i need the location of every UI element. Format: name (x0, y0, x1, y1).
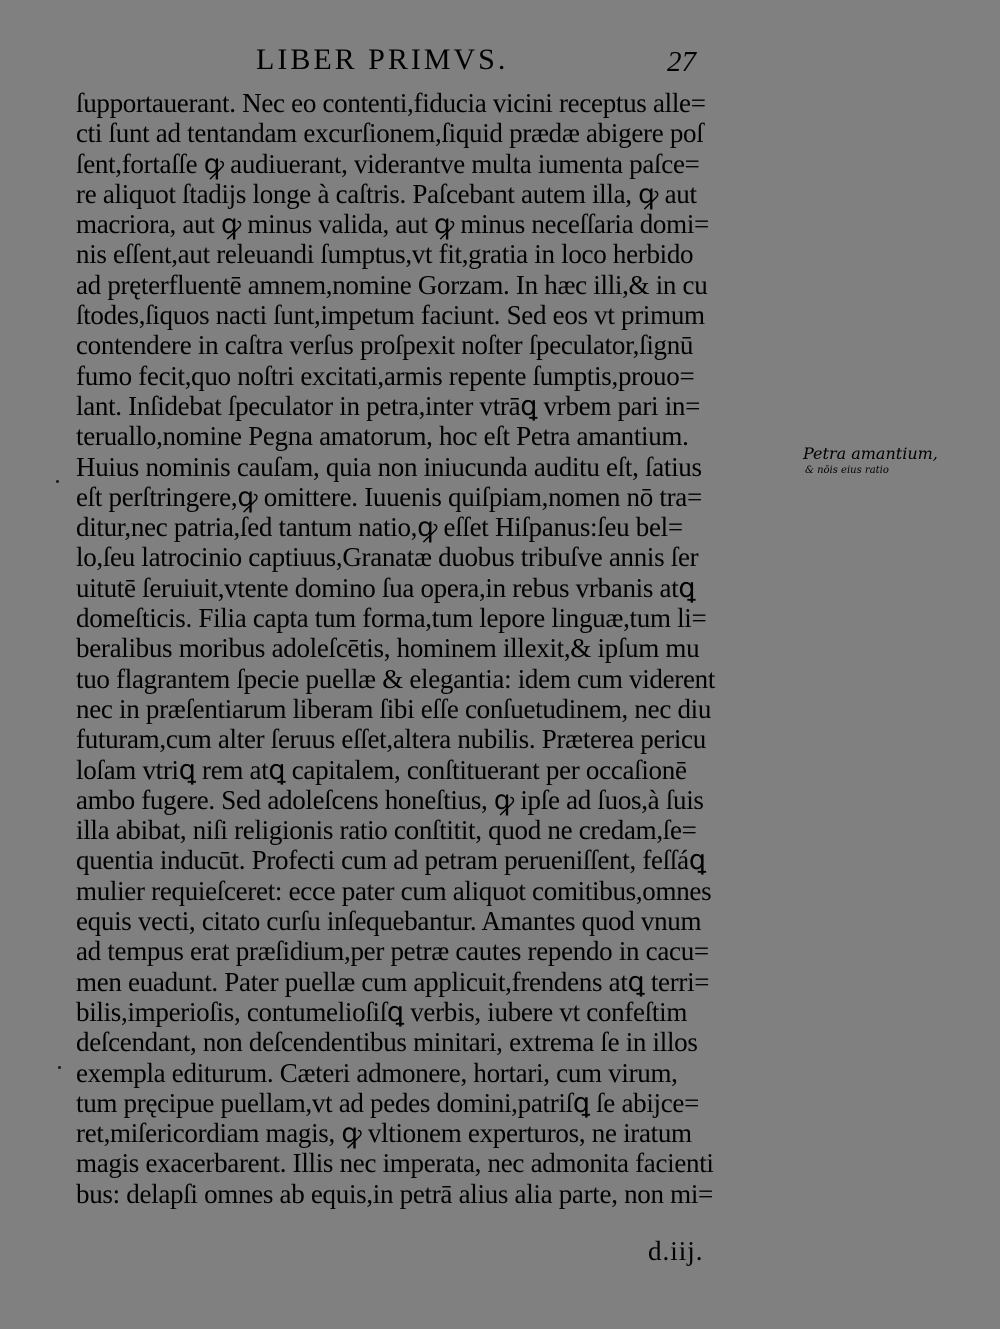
margin-note (803, 444, 998, 478)
text-line: loſam vtriꝗ rem atꝗ capitalem, conſtituerant per occaſionē (76, 754, 687, 785)
text-line: illa abibat, niſi religionis ratio conſtitit, quod ne credam,ſe= (76, 815, 697, 846)
body-text-block (76, 88, 800, 1209)
page-number: 27 (667, 46, 696, 78)
text-line: teruallo,nomine Pegna amatorum, hoc eſt Petra amantium. (76, 421, 689, 452)
text-line: nec in præſentiarum liberam ſibi eſſe conſuetudinem, nec diu (76, 693, 712, 724)
signature-mark: d.iij. (648, 1236, 704, 1266)
text-line: bus: delapſi omnes ab equis,in petrā alius alia parte, non mi= (76, 1178, 713, 1209)
text-line: ambo fugere. Sed adoleſcens honeſtius, ꝙ ipſe ad ſuos,à ſuis (76, 784, 704, 815)
text-line: lo,ſeu latrocinio captiuus,Granatæ duobus tribuſve annis ſer (76, 542, 699, 573)
text-line: mulier requieſceret: ecce pater cum aliquot comitibus,omnes (76, 875, 712, 906)
margin-note-line: Petra amantium, (803, 444, 938, 463)
text-line: futuram,cum alter ſeruus eſſet,altera nubilis. Præterea pericu (76, 724, 706, 755)
text-line: ſtodes,ſiquos nacti ſunt,impetum faciunt. Sed eos vt primum (76, 300, 705, 331)
text-line: tuo flagrantem ſpecie puellæ & elegantia: idem cum viderent (76, 663, 716, 694)
text-line: exempla editurum. Cæteri admonere, hortari, cum virum, (76, 1057, 678, 1088)
text-line: contendere in caſtra verſus proſpexit noſter ſpeculator,ſignū (76, 330, 694, 361)
text-line: men euadunt. Pater puellæ cum applicuit,frendens atꝗ terri= (76, 966, 710, 997)
text-line: equis vecti, citato curſu inſequebantur. Amantes quod vnum (76, 906, 702, 937)
text-line: re aliquot ſtadijs longe à caſtris. Paſcebant autem illa, ꝙ aut (76, 178, 697, 209)
text-line: beralibus moribus adoleſcētis, hominem illexit,& ipſum mu (76, 633, 700, 664)
text-line: domeſticis. Filia capta tum forma,tum lepore linguæ,tum li= (76, 603, 707, 634)
text-line: ret,miſericordiam magis, ꝙ vltionem experturos, ne iratum (76, 1118, 692, 1149)
text-line: macriora, aut ꝙ minus valida, aut ꝙ minus neceſſaria domi= (76, 209, 709, 240)
text-line: uitutē ſeruiuit,vtente domino ſua opera,in rebus vrbanis atꝗ (76, 572, 696, 603)
ink-speck (56, 480, 59, 483)
text-line: cti ſunt ad tentandam excurſionem,ſiquid prædæ abigere poſ (76, 118, 704, 149)
text-line: ad pręterfluentē amnem,nomine Gorzam. In hæc illi,& in cu (76, 269, 708, 300)
text-line: tum pręcipue puellam,vt ad pedes domini,patriſꝗ ſe abijce= (76, 1087, 700, 1118)
text-line: ditur,nec patria,ſed tantum natio,ꝙ eſſet Hiſpanus:ſeu bel= (76, 512, 683, 543)
running-title: LIBER PRIMVS. (256, 43, 509, 76)
text-line: eſt perſtringere,ꝙ omittere. Iuuenis quiſpiam,nomen nō tra= (76, 481, 702, 512)
text-line: deſcendant, non deſcendentibus minitari, extrema ſe in illos (76, 1027, 698, 1058)
ink-speck (58, 1066, 61, 1069)
text-line: ſent,fortaſſe ꝙ audiuerant, viderantve multa iumenta paſce= (76, 148, 700, 179)
text-line: fumo fecit,quo noſtri excitati,armis repente ſumptis,prouo= (76, 360, 695, 391)
text-line: lant. Inſidebat ſpeculator in petra,inter vtrāꝗ vrbem pari in= (76, 390, 701, 421)
text-line: ad tempus erat præſidium,per petræ cautes rependo in cacu= (76, 936, 709, 967)
text-line: ſupportauerant. Nec eo contenti,fiducia vicini receptus alle= (76, 88, 706, 118)
margin-note-line: & nōis eius ratio (805, 465, 889, 476)
text-line: quentia inducūt. Profecti cum ad petram perueniſſent, feſſáꝗ (76, 845, 706, 876)
text-line: nis eſſent,aut releuandi ſumptus,vt fit,gratia in loco herbido (76, 239, 694, 270)
text-line: magis exacerbarent. Illis nec imperata, nec admonita facienti (76, 1148, 714, 1179)
text-line: Huius nominis cauſam, quia non iniucunda auditu eſt, ſatius (76, 451, 702, 482)
text-line: bilis,imperioſis, contumelioſiſꝗ verbis, iubere vt confeſtim (76, 996, 688, 1027)
